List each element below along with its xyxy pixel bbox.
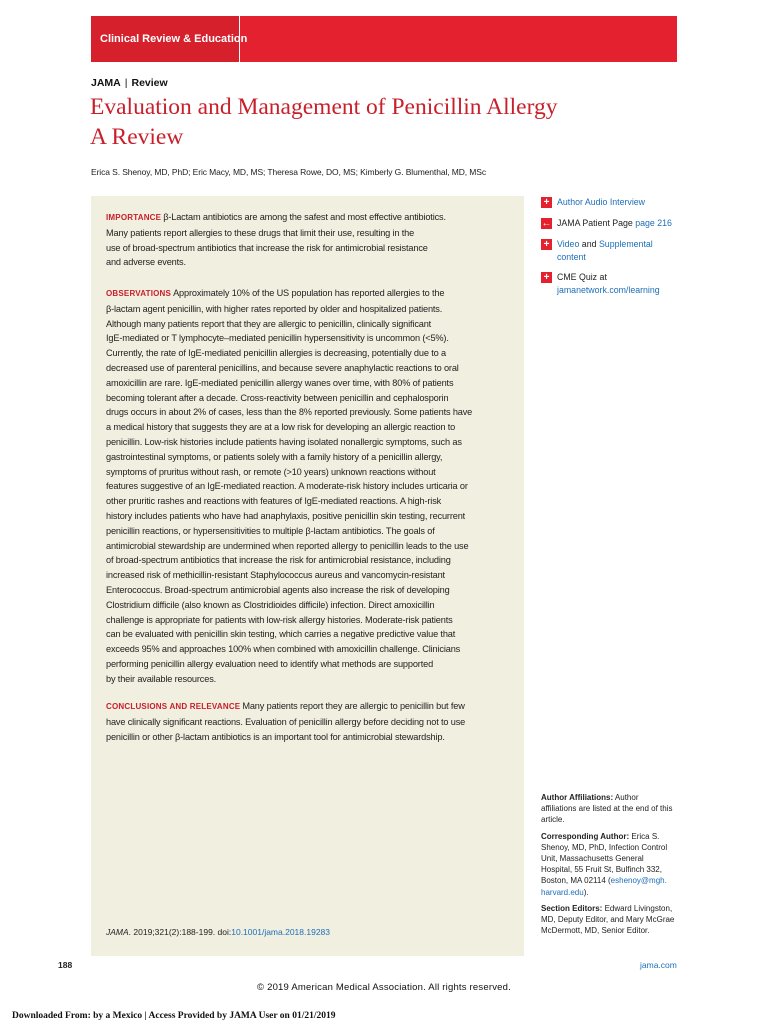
site-link[interactable]: jama.com [640,960,677,970]
text-line: use of broad-spectrum antibiotics that increase the risk for antimicrobial resistance [106,242,428,253]
corresponding-author: Corresponding Author: Erica S. Shenoy, MD, PhD, Infection Control Unit, Massachusetts General Hospital, 55 Fruit St, Bulfinch 332, Boston, MA 02114 (eshenoy@mgh. harvard.edu). [541,831,668,897]
text-line: Clostridium difficile (also known as Clostridioides difficile) infection. Direct amoxicillin [106,599,435,610]
text-line: becoming tolerant after a decade. Cross-reactivity between penicillin and cephalosporin [106,392,449,403]
observations-paragraph [106,286,514,687]
journal-name: JAMA [91,77,121,89]
text-line: of broad-spectrum antibiotics that increase the risk for antimicrobial resistance, including [106,555,451,566]
text-line: penicillin reactions, or hypersensitivities to multiple β-lactam antibiotics. The goals of [106,525,435,536]
text-line: amoxicillin are rare. IgE-mediated penicillin allergy wanes over time, with 80% of patients [106,377,454,388]
importance-heading: IMPORTANCE [106,213,162,222]
text-line: Currently, the rate of IgE-mediated penicillin allergies is decreasing, potentially due to a [106,348,446,359]
text-line: challenge is appropriate for patients with low-risk allergy histories. Moderate-risk patients [106,614,453,625]
text-line: can be evaluated with penicillin skin testing, which carries a negative predictive value that [106,629,456,640]
observations-heading: OBSERVATIONS [106,289,172,298]
section-editors-label: Section Editors: [541,903,603,913]
article-title: Evaluation and Management of Penicillin Allergy [90,94,558,120]
cme-url[interactable]: jamanetwork.com/learning [557,284,660,295]
plus-icon: + [541,272,552,283]
side-notes [541,792,681,941]
section-editors: Section Editors: Edward Livingston, MD, Deputy Editor, and Mary McGrae McDermott, MD, Senior Editor. [541,903,675,936]
text-line: symptoms of pruritus without rash, or remote (>10 years) unknown reactions without [106,466,436,477]
affiliations-label: Author Affiliations: [541,793,614,802]
doi-link[interactable]: 10.1001/jama.2018.19283 [231,927,331,937]
section-tab[interactable]: Clinical Review & Education [91,16,240,62]
text-line: decreased use of parenteral penicillins, and because severe anaphylactic reactions to oral [106,362,459,373]
arrow-left-icon: ← [541,218,552,229]
download-stamp: Downloaded From: by a Mexico | Access Provided by JAMA User on 01/21/2019 [12,1011,336,1021]
conclusions-paragraph [106,699,514,744]
conclusions-heading: CONCLUSIONS AND RELEVANCE [106,702,241,711]
author-list: Erica S. Shenoy, MD, PhD; Eric Macy, MD, MS; Theresa Rowe, DO, MS; Kimberly G. Blumenthal, MD, MSc [91,167,486,177]
email-link[interactable]: eshenoy@mgh. [610,876,667,886]
citation-journal: JAMA [106,927,129,937]
plus-icon: + [541,197,552,208]
importance-paragraph [106,210,514,270]
journal-separator: | [124,77,128,89]
citation: JAMA. 2019;321(2):188-199. doi:10.1001/jama.2018.19283 [106,927,331,937]
abstract-box [91,196,524,956]
text-line: Although many patients report that they are allergic to penicillin, clinically significant [106,318,432,329]
audio-interview-label[interactable]: Author Audio Interview [557,197,646,207]
article-type: Review [131,77,168,89]
text-line: exceeds 95% and approaches 100% when combined with amoxicillin challenge. Clinicians [106,644,461,655]
email-link-cont[interactable]: harvard.edu [541,887,584,897]
copyright: © 2019 American Medical Association. All rights reserved. [257,982,511,993]
author-affiliations: Author Affiliations: Author affiliations are listed at the end of this article. [541,793,673,825]
content-link[interactable]: content [557,251,586,262]
text-line: Many patients report allergies to these drugs that limit their use, resulting in the [106,227,415,238]
plus-icon: + [541,239,552,250]
text-line: IgE-mediated or T lymphocyte–mediated penicillin hypersensitivity is uncommon (<5%). [106,333,449,344]
text-line: and adverse events. [106,257,186,268]
text-line: Enterococcus. Broad-spectrum antimicrobial agents also increase the risk of developing [106,584,450,595]
cme-quiz-label: CME Quiz [557,272,598,282]
section-banner [91,16,677,62]
text-line: increased risk of methicillin-resistant Staphylococcus aureus and vancomycin-resistant [106,570,445,581]
text-line: CONCLUSIONS AND RELEVANCE Many patients report they are allergic to penicillin but few [106,701,465,711]
text-line: penicillin. Low-risk histories include patients having isolated nonallergic symptoms, such as [106,436,462,447]
text-line: antimicrobial stewardship are undermined when reported allergy to penicillin leads to the use [106,540,469,551]
text-line: penicillin or other β-lactam antibiotics is an important tool for antimicrobial stewardship. [106,731,445,742]
corresponding-label: Corresponding Author: [541,831,630,841]
text-line: gastrointestinal symptoms, or patients solely with a family history of a penicillin allergy, [106,451,443,462]
text-line: a medical history that suggests they are at a low risk for developing an allergic reaction to [106,422,456,433]
text-line: OBSERVATIONS Approximately 10% of the US population has reported allergies to the [106,288,445,298]
text-line: IMPORTANCE β-Lactam antibiotics are among the safest and most effective antibiotics. [106,212,446,222]
text-line: performing penicillin allergy evaluation need to identify what methods are supported [106,658,434,669]
text-line: β-lactam agent penicillin, with higher rates reported by older and hospitalized patients. [106,303,443,314]
text-line: have clinically significant reactions. Evaluation of penicillin allergy before deciding not to use [106,716,466,727]
text-line: drugs occurs in about 2% of cases, less than the 8% reported previously. Some patients have [106,407,473,418]
journal-line [91,77,168,89]
text-line: other pruritic rashes and reactions with features of IgE-mediated reactions. A high-risk [106,496,442,507]
patient-page-number[interactable]: page 216 [635,218,672,228]
page-number: 188 [58,960,73,970]
patient-page-label: JAMA Patient Page [557,218,633,228]
text-line: features suggestive of an IgE-mediated reaction. A moderate-risk history includes urticaria or [106,481,468,492]
text-line: history includes patients who have had anaphylaxis, positive penicillin skin testing, recurrent [106,510,466,521]
article-subtitle: A Review [90,124,184,150]
supplemental-link[interactable]: Supplemental [598,239,653,249]
text-line: by their available resources. [106,673,217,684]
video-link[interactable]: Video [557,239,580,249]
